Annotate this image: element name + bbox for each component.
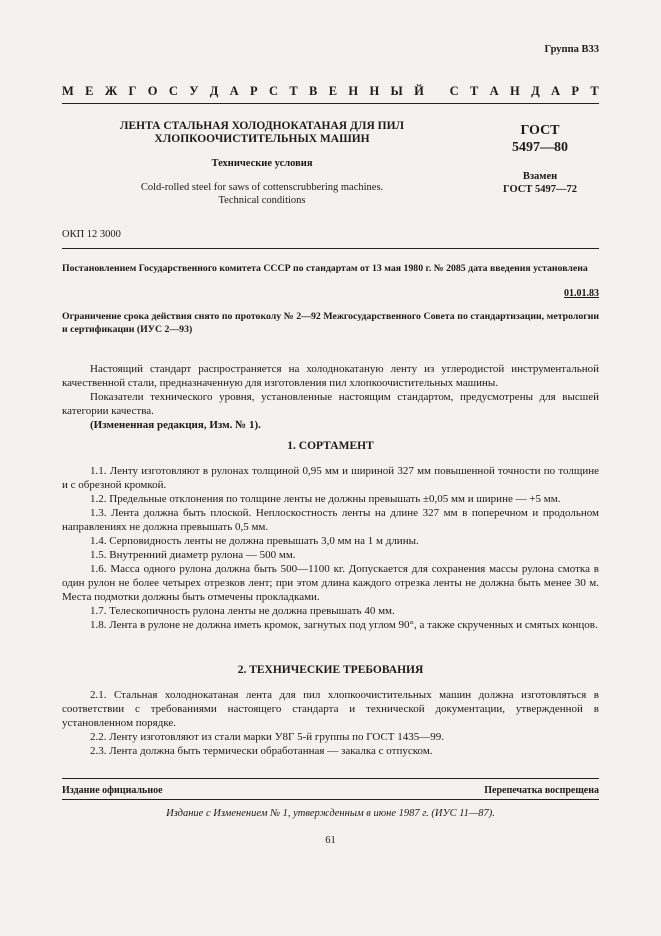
group-code: Группа В33 [544,44,599,55]
intro-paragraph: Показатели технического уровня, установленные настоящим стандартом, предусмотрены для высшей категории качества. [62,391,599,417]
banner-letter: Т [469,84,479,98]
okp-code: ОКП 12 3000 [62,229,121,240]
top-rule [62,103,599,104]
introduction-date: 01.01.83 [564,288,599,299]
banner-letter: Д [209,84,219,98]
banner-letter: С [269,84,279,98]
intro-section [62,362,599,432]
banner-letter: Р [571,84,580,98]
banner-letter: Н [510,84,520,98]
banner-letter: Ы [390,84,403,98]
banner-letter: Т [590,84,599,98]
banner-letter [435,84,438,99]
clause: 1.1. Ленту изготовляют в рулонах толщиной 0,95 мм и шириной 327 мм повышенной точности по толщине и с обрезной кромкой. [62,465,599,491]
banner-letter: С [168,84,178,98]
banner-letter: Р [250,84,258,98]
clause: 1.8. Лента в рулоне не должна иметь кромок, загнутых под углом 90°, а также скрученных и смятых концов. [90,619,598,631]
title-block [62,120,462,207]
title-line-2: ХЛОПКООЧИСТИТЕЛЬНЫХ МАШИН [154,133,370,145]
restriction-text: Ограничение срока действия снято по протоколу № 2—92 Межгосударственного Совета по стандартизации, метрологии и сертификации (ИУС 2—93) [62,311,599,335]
gost-block [480,122,600,196]
clause: 1.5. Внутренний диаметр рулона — 500 мм. [90,549,296,561]
banner-letter: Ж [104,84,118,98]
amendment-note: (Измененная редакция, Изм. № 1). [90,419,261,431]
english-title-2: Technical conditions [218,195,306,206]
banner-letter: Г [128,84,137,98]
section-1-heading: 1. СОРТАМЕНТ [287,440,374,452]
clause: 2.1. Стальная холоднокатаная лента для пил хлопкоочистительных машин должна изготовляться в соответствии с требованиями настоящего стандарта и технической документации, утвержденной в установленном порядке. [62,689,599,729]
banner-letter: О [147,84,158,98]
intro-paragraph: Настоящий стандарт распространяется на холоднокатаную ленту из углеродистой инструментальной качественной стали, предназначенную для изготовления пил хлопкоочистительных машины. [62,363,599,389]
footer-rule [62,778,599,779]
banner-letter: М [62,84,74,98]
banner-letter: Е [328,84,338,98]
banner-letter: А [551,84,561,98]
banner-letter: Е [85,84,94,98]
clause: 1.7. Телескопичность рулона ленты не должна превышать 40 мм. [90,605,395,617]
decree-text: Постановлением Государственного комитета СССР по стандартам от 13 мая 1980 г. № 2085 дата введения установлена [62,263,588,274]
clause: 1.4. Серповидность ленты не должна превышать 3,0 мм на 1 м длины. [90,535,419,547]
banner-letter: В [309,84,318,98]
standard-banner [62,84,599,99]
banner-letter: С [449,84,459,98]
edition-note: Издание с Изменением № 1, утвержденным в июне 1987 г. (ИУС 11—87). [166,808,495,819]
section-2-body [62,688,599,758]
banner-letter: А [229,84,239,98]
banner-letter: Й [414,84,424,98]
banner-letter: Н [348,84,359,98]
section-1-body [62,464,599,632]
clause: 1.3. Лента должна быть плоской. Неплоскостность ленты на длине 327 мм в поперечном и продольном направлениях не должна превышать 0,5 мм. [62,507,599,533]
subtitle: Технические условия [211,158,313,169]
section-2-heading: 2. ТЕХНИЧЕСКИЕ ТРЕБОВАНИЯ [237,664,424,676]
reprint-prohibited: Перепечатка воспрещена [484,785,599,796]
banner-letter: Д [531,84,540,98]
replaces-label: Взамен [522,171,558,182]
replaces-number: ГОСТ 5497—72 [503,184,577,195]
gost-number: 5497—80 [512,140,568,155]
banner-letter: А [489,84,499,98]
footer-bottom-rule [62,799,599,800]
clause: 2.2. Ленту изготовляют из стали марки У8Г 5-й группы по ГОСТ 1435—99. [90,731,445,743]
clause: 1.2. Предельные отклонения по толщине ленты не должны превышать ±0,05 мм и ширине — +5 мм. [90,493,561,505]
clause: 1.6. Масса одного рулона должна быть 500—1100 кг. Допускается для сохранения массы рулона смотка в один рулон не более четырех отрезков лент; при этом длина каждого отрезка ленты не должна быть менее 30 м. Места подмотки должны быть отмечены прокладками. [62,563,599,603]
banner-letter: У [189,84,199,98]
official-edition: Издание официальное [62,785,163,796]
gost-label: ГОСТ [520,123,560,138]
title-line-1: ЛЕНТА СТАЛЬНАЯ ХОЛОДНОКАТАНАЯ ДЛЯ ПИЛ [119,120,405,132]
banner-letter: Т [289,84,298,98]
banner-letter: Н [369,84,380,98]
clause: 2.3. Лента должна быть термически обработанная — закалка с отпуском. [90,745,433,757]
english-title-1: Cold-rolled steel for saws of cottenscrubbering machines. [140,182,384,193]
okp-rule [62,248,599,249]
page-number: 61 [325,835,336,846]
